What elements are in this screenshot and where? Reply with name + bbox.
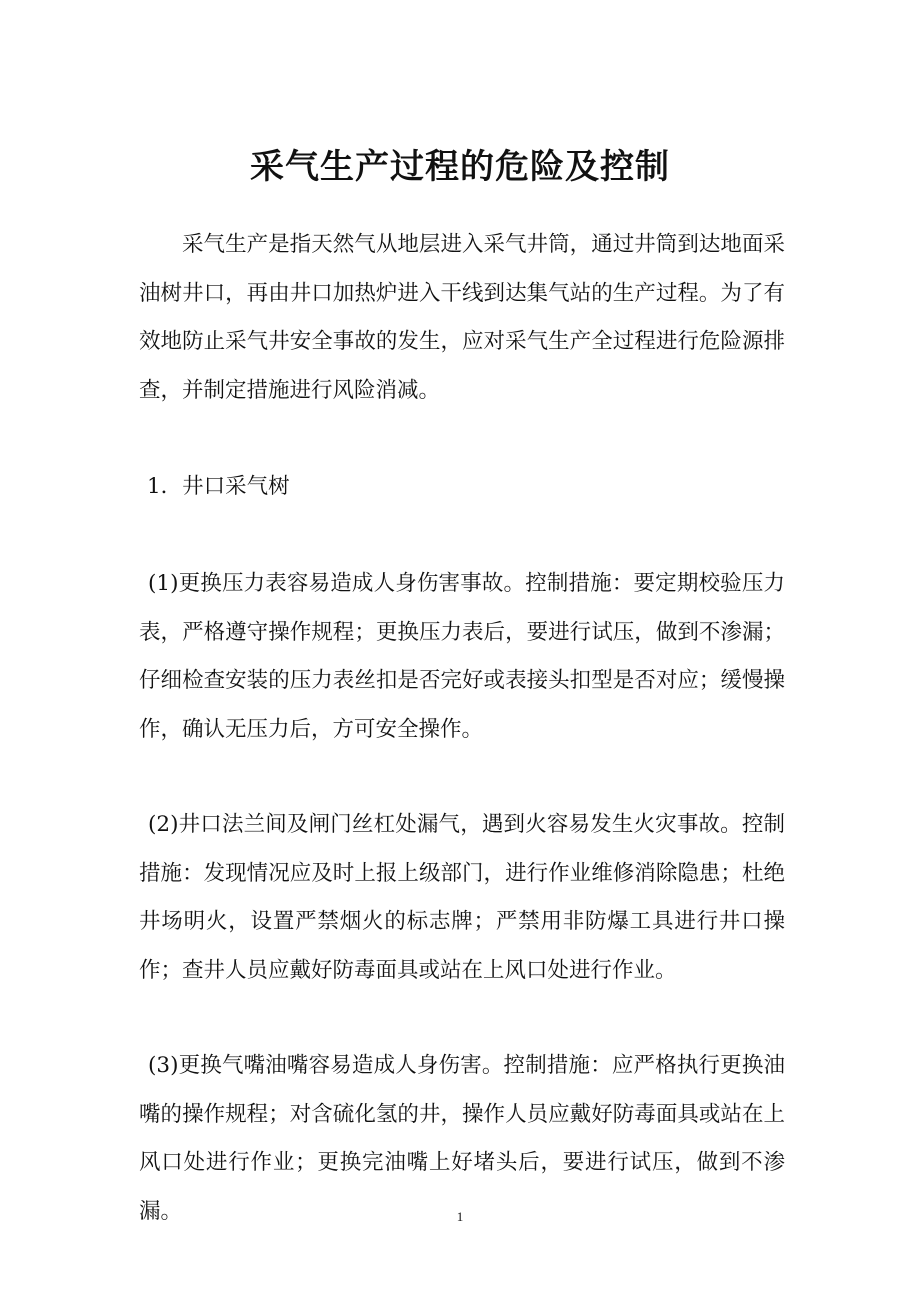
document-title: 采气生产过程的危险及控制 bbox=[250, 147, 670, 187]
page-number: 1 bbox=[456, 1209, 464, 1224]
intro-paragraph: 采气生产是指天然气从地层进入采气井筒，通过井筒到达地面采油树井口，再由井口加热炉进入干线到达集气站的生产过程。为了有效地防止采气井安全事故的发生，应对采气生产全过程进行危险源排查，并制定措施进行风险消减。 bbox=[139, 232, 785, 403]
list-item-1: (1)更换压力表容易造成人身伤害事故。控制措施：要定期校验压力表，严格遵守操作规程；更换压力表后，要进行试压，做到不渗漏；仔细检查安装的压力表丝扣是否完好或表接头扣型是否对应；缓慢操作，确认无压力后，方可安全操作。 bbox=[139, 571, 785, 742]
list-item-3: (3)更换气嘴油嘴容易造成人身伤害。控制措施：应严格执行更换油嘴的操作规程；对含硫化氢的井，操作人员应戴好防毒面具或站在上风口处进行作业；更换完油嘴上好堵头后，要进行试压，做到不渗漏。 bbox=[139, 1053, 785, 1224]
list-item-2: (2)井口法兰间及闸门丝杠处漏气，遇到火容易发生火灾事故。控制措施：发现情况应及时上报上级部门，进行作业维修消除隐患；杜绝井场明火，设置严禁烟火的标志牌；严禁用非防爆工具进行井口操作；查井人员应戴好防毒面具或站在上风口处进行作业。 bbox=[139, 812, 785, 983]
section-heading: 1．井口采气树 bbox=[147, 474, 290, 499]
